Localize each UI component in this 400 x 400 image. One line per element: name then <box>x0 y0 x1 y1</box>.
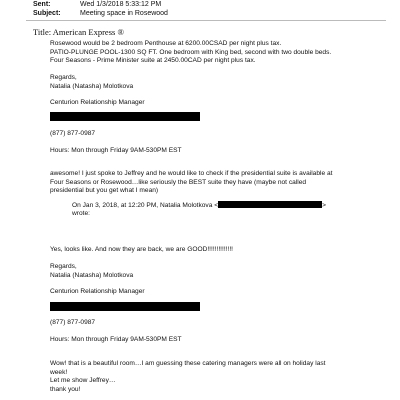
signature-name: Natalia (Natasha) Molotkova <box>50 271 134 279</box>
signature-name: Natalia (Natasha) Molotkova <box>50 82 134 90</box>
signature-phone: (877) 877-0987 <box>50 319 96 326</box>
body-line: Rosewood would be 2 bedroom Penthouse at 6200.00CSAD per night plus tax. <box>50 40 282 47</box>
redaction-bar <box>50 302 200 311</box>
body-line: Let me show Jeffrey… <box>50 377 116 384</box>
signature-regards: Regards, <box>50 74 77 81</box>
body-line: Wow! that is a beautiful room…I am guessing these catering managers were all on holiday last <box>50 360 326 367</box>
body-line: awesome! I just spoke to Jeffrey and he would like to check if the presidential suite is available at <box>50 170 333 177</box>
body-line: week! <box>50 368 68 376</box>
quote-suffix: > <box>322 202 326 209</box>
signature-hours: Hours: Mon through Friday 9AM-530PM EST <box>50 147 182 154</box>
subject-label: Subject: <box>33 10 61 17</box>
signature-hours: Hours: Mon through Friday 9AM-530PM EST <box>50 336 182 343</box>
body-line: Four Seasons or Rosewood…like seriously the BEST suite they have (maybe not called <box>50 178 307 186</box>
body-line: Four Seasons - Prime Minister suite at 2450.00CAD per night plus tax. <box>50 57 256 64</box>
body-line: Yes, looks like. And now they are back, we are GOOD!!!!!!!!!!!!!! <box>50 246 233 253</box>
header-divider <box>26 20 386 21</box>
sent-label: Sent: <box>33 1 51 8</box>
quote-prefix: On Jan 3, 2018, at 12:20 PM, Natalia Molotkova < <box>72 202 219 209</box>
body-line: PATIO-PLUNGE POOL-1300 SQ FT. One bedroom with King bed, second with two double beds. <box>50 48 332 56</box>
body-line: thank you! <box>50 385 81 393</box>
quote-wrote: wrote: <box>72 210 90 217</box>
quote-line <box>72 201 326 210</box>
subject-value: Meeting space in Rosewood <box>80 10 168 17</box>
signature-phone: (877) 877-0987 <box>50 130 96 137</box>
body-line: presidential but you get what I mean) <box>50 187 159 194</box>
sent-value: Wed 1/3/2018 5:33:12 PM <box>80 1 162 8</box>
signature-role: Centurion Relationship Manager <box>50 288 145 295</box>
signature-role: Centurion Relationship Manager <box>50 99 145 106</box>
signature-regards: Regards, <box>50 263 77 270</box>
redaction-bar <box>50 112 200 121</box>
redaction-bar <box>218 201 322 208</box>
document-title: Title: American Express ® <box>33 27 124 37</box>
